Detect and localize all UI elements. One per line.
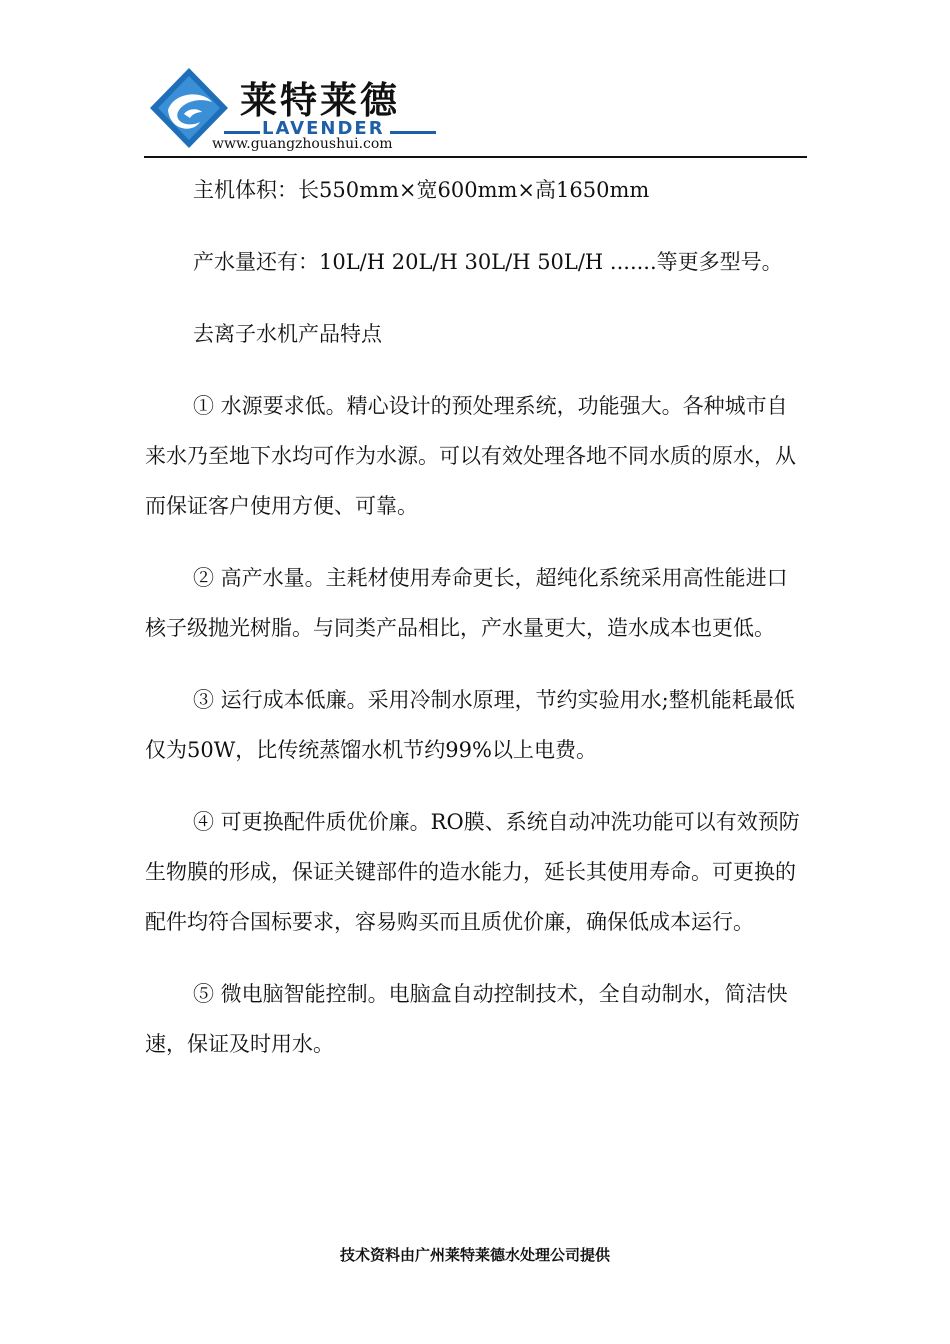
paragraph-dimensions: 主机体积：长550mm×宽600mm×高1650mm — [193, 178, 650, 202]
brand-chinese-name: 莱特莱德 — [240, 79, 400, 122]
feature-4: ④ 可更换配件质优价廉。RO膜、系统自动冲洗功能可以有效预防生物膜的形成，保证关键部件的造水能力，延长其使用寿命。可更换的配件均符合国标要求，容易购买而且质优价廉，确保低成本运行。 — [145, 810, 800, 934]
brand-english-name: LAVENDER — [262, 118, 385, 139]
feature-3: ③ 运行成本低廉。采用冷制水原理，节约实验用水;整机能耗最低仅为50W，比传统蒸馏水机节约99%以上电费。 — [145, 688, 795, 762]
feature-2: ② 高产水量。主耗材使用寿命更长，超纯化系统采用高性能进口核子级抛光树脂。与同类产品相比，产水量更大，造水成本也更低。 — [145, 566, 788, 640]
brand-website-url: www.guangzhoushui.com — [212, 136, 393, 152]
document-body — [145, 165, 807, 1091]
paragraph-water-output: 产水量还有：10L/H 20L/H 30L/H 50L/H .......等更多型号。 — [193, 250, 783, 274]
section-heading-features: 去离子水机产品特点 — [193, 322, 382, 346]
page-footer: 技术资料由广州莱特莱德水处理公司提供 — [339, 1246, 610, 1264]
brand-divider-right — [390, 131, 436, 134]
feature-5: ⑤ 微电脑智能控制。电脑盒自动控制技术，全自动制水，简洁快速，保证及时用水。 — [145, 982, 788, 1056]
header-rule — [144, 156, 807, 158]
page-header — [144, 62, 807, 158]
feature-1: ① 水源要求低。精心设计的预处理系统，功能强大。各种城市自来水乃至地下水均可作为水源。可以有效处理各地不同水质的原水，从而保证客户使用方便、可靠。 — [145, 394, 796, 518]
brand-divider-left — [224, 131, 260, 134]
